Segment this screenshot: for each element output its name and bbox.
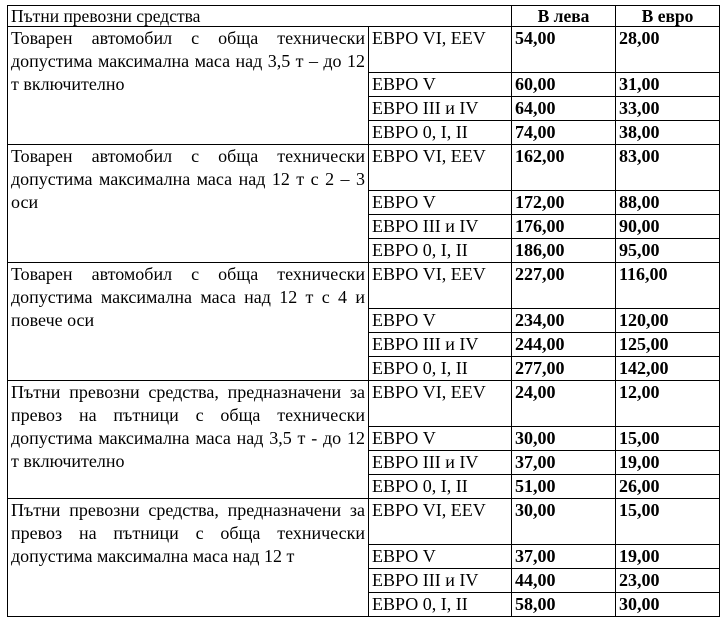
euro-category: ЕВРО III и IV bbox=[369, 215, 512, 239]
price-eur: 30,00 bbox=[616, 593, 720, 617]
price-bgn: 44,00 bbox=[512, 569, 616, 593]
euro-category: ЕВРО V bbox=[369, 73, 512, 97]
table-row bbox=[8, 27, 720, 73]
vehicle-description: Товарен автомобил с обща технически допустима максимална маса над 12 т с 4 и повече оси bbox=[8, 263, 369, 381]
header-bgn: В лева bbox=[512, 6, 616, 27]
price-bgn: 37,00 bbox=[512, 451, 616, 475]
price-bgn: 24,00 bbox=[512, 381, 616, 427]
header-eur: В евро bbox=[616, 6, 720, 27]
price-bgn: 64,00 bbox=[512, 97, 616, 121]
euro-category: ЕВРО VI, EEV bbox=[369, 499, 512, 545]
price-eur: 38,00 bbox=[616, 121, 720, 145]
table-row bbox=[8, 145, 720, 191]
price-eur: 15,00 bbox=[616, 427, 720, 451]
price-eur: 88,00 bbox=[616, 191, 720, 215]
vehicle-description: Товарен автомобил с обща технически допустима максимална маса над 3,5 т – до 12 т включително bbox=[8, 27, 369, 145]
price-eur: 26,00 bbox=[616, 475, 720, 499]
price-eur: 33,00 bbox=[616, 97, 720, 121]
table-row bbox=[8, 499, 720, 545]
price-bgn: 277,00 bbox=[512, 357, 616, 381]
vehicle-description: Товарен автомобил с обща технически допустима максимална маса над 12 т с 2 – 3 оси bbox=[8, 145, 369, 263]
table-row bbox=[8, 381, 720, 427]
price-eur: 125,00 bbox=[616, 333, 720, 357]
price-eur: 95,00 bbox=[616, 239, 720, 263]
euro-category: ЕВРО V bbox=[369, 545, 512, 569]
euro-category: ЕВРО VI, EEV bbox=[369, 381, 512, 427]
price-bgn: 162,00 bbox=[512, 145, 616, 191]
price-bgn: 30,00 bbox=[512, 499, 616, 545]
price-bgn: 30,00 bbox=[512, 427, 616, 451]
price-eur: 23,00 bbox=[616, 569, 720, 593]
price-bgn: 58,00 bbox=[512, 593, 616, 617]
price-bgn: 227,00 bbox=[512, 263, 616, 309]
price-bgn: 186,00 bbox=[512, 239, 616, 263]
euro-category: ЕВРО 0, I, II bbox=[369, 239, 512, 263]
table-row bbox=[8, 263, 720, 309]
price-bgn: 37,00 bbox=[512, 545, 616, 569]
euro-category: ЕВРО VI, EEV bbox=[369, 145, 512, 191]
euro-category: ЕВРО 0, I, II bbox=[369, 357, 512, 381]
euro-category: ЕВРО VI, EEV bbox=[369, 27, 512, 73]
euro-category: ЕВРО V bbox=[369, 427, 512, 451]
price-eur: 19,00 bbox=[616, 451, 720, 475]
euro-category: ЕВРО 0, I, II bbox=[369, 121, 512, 145]
euro-category: ЕВРО III и IV bbox=[369, 333, 512, 357]
price-eur: 83,00 bbox=[616, 145, 720, 191]
price-eur: 90,00 bbox=[616, 215, 720, 239]
euro-category: ЕВРО VI, EEV bbox=[369, 263, 512, 309]
price-eur: 28,00 bbox=[616, 27, 720, 73]
price-bgn: 234,00 bbox=[512, 309, 616, 333]
price-bgn: 176,00 bbox=[512, 215, 616, 239]
tariff-table bbox=[7, 5, 720, 617]
price-bgn: 54,00 bbox=[512, 27, 616, 73]
price-eur: 19,00 bbox=[616, 545, 720, 569]
header-row bbox=[8, 6, 720, 27]
price-eur: 12,00 bbox=[616, 381, 720, 427]
price-eur: 120,00 bbox=[616, 309, 720, 333]
price-eur: 15,00 bbox=[616, 499, 720, 545]
euro-category: ЕВРО 0, I, II bbox=[369, 593, 512, 617]
price-eur: 116,00 bbox=[616, 263, 720, 309]
euro-category: ЕВРО V bbox=[369, 191, 512, 215]
price-bgn: 51,00 bbox=[512, 475, 616, 499]
price-bgn: 60,00 bbox=[512, 73, 616, 97]
euro-category: ЕВРО III и IV bbox=[369, 451, 512, 475]
vehicle-description: Пътни превозни средства, предназначени за превоз на пътници с обща технически допустима максимална маса над 12 т bbox=[8, 499, 369, 617]
price-bgn: 74,00 bbox=[512, 121, 616, 145]
price-bgn: 244,00 bbox=[512, 333, 616, 357]
euro-category: ЕВРО V bbox=[369, 309, 512, 333]
vehicle-description: Пътни превозни средства, предназначени за превоз на пътници с обща технически допустима максимална маса над 3,5 т - до 12 т включително bbox=[8, 381, 369, 499]
euro-category: ЕВРО III и IV bbox=[369, 569, 512, 593]
euro-category: ЕВРО III и IV bbox=[369, 97, 512, 121]
euro-category: ЕВРО 0, I, II bbox=[369, 475, 512, 499]
header-vehicles: Пътни превозни средства bbox=[8, 6, 512, 27]
price-bgn: 172,00 bbox=[512, 191, 616, 215]
price-eur: 31,00 bbox=[616, 73, 720, 97]
price-eur: 142,00 bbox=[616, 357, 720, 381]
